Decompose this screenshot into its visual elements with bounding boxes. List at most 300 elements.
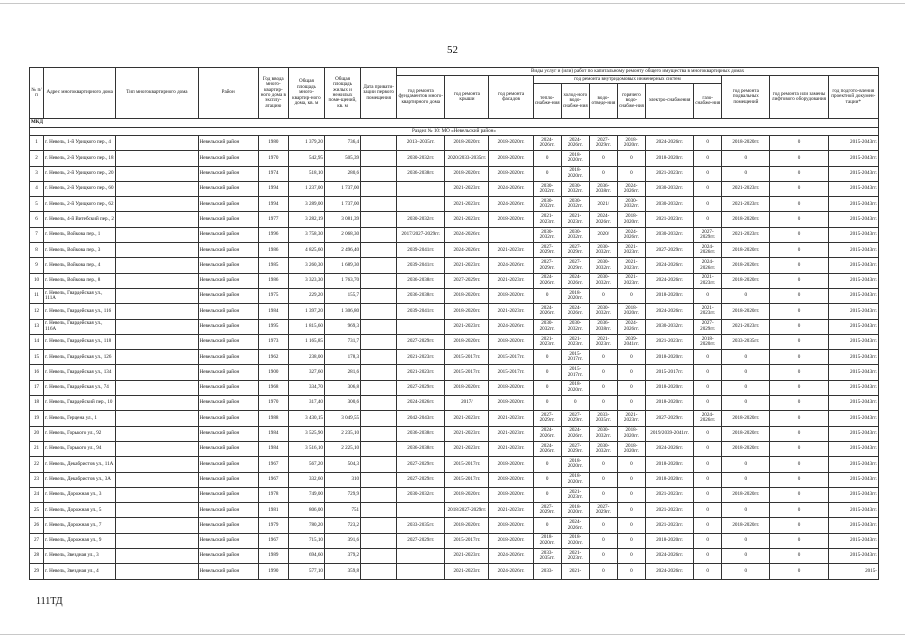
- row-area-total: 3 323,30: [288, 273, 324, 288]
- row-area-total: 749,00: [288, 487, 324, 502]
- row-area-living: 3 081,39: [324, 212, 360, 227]
- row-cold-water: 2024-2026гг.: [561, 136, 589, 151]
- row-area-living: 1 689,30: [324, 258, 360, 273]
- row-facade: 2024-2026гг.: [489, 258, 533, 273]
- row-heat: 0: [533, 365, 561, 380]
- section-row: [30, 128, 879, 136]
- row-district: Невельский район: [198, 396, 258, 411]
- header-electric: электро-снабжения: [646, 84, 694, 119]
- row-cold-water: 2018-2020гг.: [561, 288, 589, 303]
- row-elevator: 0: [770, 426, 828, 441]
- row-basement: 0: [722, 457, 770, 472]
- row-type: [116, 487, 198, 502]
- row-facade: 2018-2020гг.: [489, 136, 533, 151]
- row-elevator: 0: [770, 411, 828, 426]
- row-project: 2015-2043гг.: [828, 151, 878, 166]
- row-basement: 2018-2020гг.: [722, 273, 770, 288]
- row-gas: 2027-2029гг.: [694, 227, 722, 242]
- row-foundation: 2039-2041гг.: [397, 304, 445, 319]
- row-area-living: 729,9: [324, 487, 360, 502]
- row-hot-water: 2024-2026гг.: [617, 227, 645, 242]
- row-heat: 2024-2026гг.: [533, 304, 561, 319]
- row-area-total: 3 525,90: [288, 426, 324, 441]
- row-basement: 0: [722, 166, 770, 181]
- row-year: 1900: [258, 365, 288, 380]
- row-cold-water: 2030-2032гг.: [561, 181, 589, 196]
- header-foundation: год ремонта фундаментов много-квартирного дома: [397, 76, 445, 119]
- row-sewer: 0: [589, 487, 617, 502]
- row-year: 1995: [258, 319, 288, 334]
- row-area-living: 2 496,40: [324, 243, 360, 258]
- row-area-total: 3 758,30: [288, 227, 324, 242]
- page-number: 52: [447, 44, 458, 56]
- row-privatization: [361, 151, 397, 166]
- row-electric: 2019/2039-2041гг.: [646, 426, 694, 441]
- row-hot-water: 0: [617, 549, 645, 564]
- row-elevator: 0: [770, 166, 828, 181]
- row-address: г. Невель, Гвардейская ул., 118: [44, 334, 116, 349]
- row-type: [116, 441, 198, 456]
- row-privatization: [361, 288, 397, 303]
- row-elevator: 0: [770, 197, 828, 212]
- row-foundation: 2039-2041гг.: [397, 258, 445, 273]
- row-basement: 2033-2035гг.: [722, 334, 770, 349]
- row-type: [116, 472, 198, 487]
- row-address: г. Невель, 2-й Урицкого пер., 60: [44, 181, 116, 196]
- row-area-total: 1 165,85: [288, 334, 324, 349]
- table-row: [30, 212, 879, 227]
- row-facade: 2018-2020гг.: [489, 396, 533, 411]
- row-basement: 2018-2020гг.: [722, 426, 770, 441]
- row-project: 2015-2043гг.: [828, 380, 878, 395]
- row-project: 2015-: [828, 564, 878, 579]
- row-elevator: 0: [770, 212, 828, 227]
- header-district: Район: [198, 68, 258, 119]
- row-electric: 2024-2026гг.: [646, 258, 694, 273]
- row-privatization: [361, 319, 397, 334]
- row-elevator: 0: [770, 288, 828, 303]
- row-basement: 2018-2020гг.: [722, 212, 770, 227]
- mkd-label: МКД: [30, 119, 879, 128]
- row-basement: 0: [722, 380, 770, 395]
- row-address: г. Невель, Дорожная ул., 9: [44, 533, 116, 548]
- row-foundation: [397, 564, 445, 579]
- row-type: [116, 457, 198, 472]
- row-electric: 2018-2020гг.: [646, 396, 694, 411]
- row-year: 1974: [258, 166, 288, 181]
- row-facade: 2021-2023гг.: [489, 411, 533, 426]
- row-district: Невельский район: [198, 319, 258, 334]
- header-hot-water: горячего водо-снабже-ния: [617, 84, 645, 119]
- row-hot-water: 0: [617, 396, 645, 411]
- row-roof: 2024-2026гг.: [445, 243, 489, 258]
- row-area-living: 1 306,80: [324, 304, 360, 319]
- row-basement: 2018-2020гг.: [722, 258, 770, 273]
- row-number: 24: [30, 487, 44, 502]
- row-type: [116, 151, 198, 166]
- row-number: 26: [30, 518, 44, 533]
- row-facade: 2021-2023гг.: [489, 426, 533, 441]
- row-gas: 0: [694, 288, 722, 303]
- row-sewer: 2030-2032гг.: [589, 258, 617, 273]
- row-area-total: 229,20: [288, 288, 324, 303]
- row-facade: 2015-2017гг.: [489, 365, 533, 380]
- row-area-total: 334,70: [288, 380, 324, 395]
- row-privatization: [361, 181, 397, 196]
- row-number: 11: [30, 288, 44, 303]
- row-roof: 2027-2029гг.: [445, 273, 489, 288]
- row-year: 1973: [258, 334, 288, 349]
- row-project: 2015-2043гг.: [828, 441, 878, 456]
- row-year: 1984: [258, 426, 288, 441]
- row-elevator: 0: [770, 181, 828, 196]
- row-number: 18: [30, 396, 44, 411]
- row-year: 1986: [258, 243, 288, 258]
- table-row: [30, 441, 879, 456]
- row-project: 2015-2043гг.: [828, 212, 878, 227]
- row-privatization: [361, 549, 397, 564]
- row-type: [116, 243, 198, 258]
- table-row: [30, 181, 879, 196]
- row-number: 27: [30, 533, 44, 548]
- row-electric: 2027-2029гг.: [646, 243, 694, 258]
- header-area-total: Общая площадь много-квартир-ного дома, кв. м: [288, 68, 324, 119]
- row-year: 1962: [258, 350, 288, 365]
- row-facade: 2021-2023гг.: [489, 243, 533, 258]
- row-hot-water: 2021-2023гг.: [617, 273, 645, 288]
- row-heat: 2030-2032гг.: [533, 197, 561, 212]
- row-heat: 0: [533, 151, 561, 166]
- row-basement: 0: [722, 564, 770, 579]
- row-basement: 2018-2020гг.: [722, 441, 770, 456]
- row-sewer: 2036-2038гг.: [589, 319, 617, 334]
- row-foundation: 2021-2023гг.: [397, 350, 445, 365]
- row-roof: 2015-2017гг.: [445, 457, 489, 472]
- table-body: [30, 119, 879, 580]
- row-district: Невельский район: [198, 166, 258, 181]
- row-area-living: 3 049,55: [324, 411, 360, 426]
- row-type: [116, 549, 198, 564]
- row-elevator: 0: [770, 273, 828, 288]
- row-roof: 2015-2017гг.: [445, 533, 489, 548]
- row-project: 2015-2043гг.: [828, 334, 878, 349]
- row-facade: 2018-2020гг.: [489, 518, 533, 533]
- row-year: 1984: [258, 441, 288, 456]
- row-cold-water: 2018-2020гг.: [561, 533, 589, 548]
- row-number: 20: [30, 426, 44, 441]
- row-gas: 0: [694, 441, 722, 456]
- row-heat: 2021-2023гг.: [533, 334, 561, 349]
- row-number: 1: [30, 136, 44, 151]
- header-address: Адрес многоквартирного дома: [44, 68, 116, 119]
- row-area-total: 332,60: [288, 472, 324, 487]
- row-basement: 2021-2023гг.: [722, 227, 770, 242]
- row-area-living: 736,4: [324, 136, 360, 151]
- row-foundation: 2036-2038гг.: [397, 166, 445, 181]
- row-year: 1977: [258, 212, 288, 227]
- header-area-living: Общая площадь жилых и нежилых поме-щений, кв. м: [324, 68, 360, 119]
- row-heat: 2024-2026гг.: [533, 273, 561, 288]
- row-hot-water: 2021-2023гг.: [617, 243, 645, 258]
- row-area-total: 1 237,00: [288, 181, 324, 196]
- row-address: г. Невель, Герцена ул., 1: [44, 411, 116, 426]
- row-address: г. Невель, Гвардейская ул., 116: [44, 304, 116, 319]
- row-gas: 2021-2023гг.: [694, 273, 722, 288]
- row-elevator: 0: [770, 258, 828, 273]
- row-basement: 0: [722, 472, 770, 487]
- row-heat: 0: [533, 350, 561, 365]
- row-number: 14: [30, 334, 44, 349]
- row-type: [116, 533, 198, 548]
- row-privatization: [361, 227, 397, 242]
- table-row: [30, 533, 879, 548]
- row-gas: 0: [694, 181, 722, 196]
- row-roof: 2021-2023гг.: [445, 319, 489, 334]
- row-facade: 2018-2020гг.: [489, 472, 533, 487]
- row-type: [116, 365, 198, 380]
- row-roof: 2018-2020гг.: [445, 518, 489, 533]
- row-gas: 0: [694, 151, 722, 166]
- row-sewer: 2030-2032гг.: [589, 304, 617, 319]
- table-row: [30, 457, 879, 472]
- row-address: г. Невель, Звездная ул., 4: [44, 564, 116, 579]
- row-electric: 2030-2032гг.: [646, 181, 694, 196]
- row-facade: 2018-2020гг.: [489, 212, 533, 227]
- row-area-total: 1 397,20: [288, 304, 324, 319]
- row-basement: 2021-2023гг.: [722, 319, 770, 334]
- row-gas: 0: [694, 518, 722, 533]
- row-sewer: 0: [589, 564, 617, 579]
- row-area-living: 359,8: [324, 564, 360, 579]
- row-privatization: [361, 533, 397, 548]
- row-heat: 2027-2029гг.: [533, 503, 561, 518]
- row-hot-water: 0: [617, 380, 645, 395]
- row-facade: 2024-2026гг.: [489, 197, 533, 212]
- row-roof: 2024-2026гг.: [445, 227, 489, 242]
- row-roof: 2021-2023гг.: [445, 549, 489, 564]
- row-facade: 2018-2020гг.: [489, 151, 533, 166]
- row-heat: 2030-2032гг.: [533, 181, 561, 196]
- row-year: 1978: [258, 487, 288, 502]
- footer-handwritten-mark: 111ТД: [36, 596, 63, 607]
- row-basement: 0: [722, 350, 770, 365]
- row-number: 29: [30, 564, 44, 579]
- row-district: Невельский район: [198, 304, 258, 319]
- row-roof: 2018-2020гг.: [445, 166, 489, 181]
- row-roof: 2021-2023гг.: [445, 411, 489, 426]
- table-row: [30, 304, 879, 319]
- row-cold-water: 2018-2020гг.: [561, 380, 589, 395]
- row-electric: 2021-2023гг.: [646, 212, 694, 227]
- row-electric: 2018-2020гг.: [646, 533, 694, 548]
- row-gas: 0: [694, 426, 722, 441]
- row-number: 16: [30, 365, 44, 380]
- top-scan-edge: [0, 3, 905, 4]
- row-cold-water: 2021-2023гг.: [561, 334, 589, 349]
- row-facade: 2024-2026гг.: [489, 319, 533, 334]
- row-project: 2015-2043гг.: [828, 181, 878, 196]
- row-year: 1979: [258, 518, 288, 533]
- row-privatization: [361, 166, 397, 181]
- row-sewer: 0: [589, 166, 617, 181]
- row-gas: 2018-2020гг.: [694, 334, 722, 349]
- row-hot-water: 0: [617, 166, 645, 181]
- table-row: [30, 273, 879, 288]
- row-electric: 2030-2032гг.: [646, 227, 694, 242]
- row-cold-water: 2021-2023гг.: [561, 549, 589, 564]
- row-project: 2015-2043гг.: [828, 426, 878, 441]
- row-number: 15: [30, 350, 44, 365]
- row-heat: 0: [533, 288, 561, 303]
- row-sewer: 0: [589, 151, 617, 166]
- row-foundation: [397, 503, 445, 518]
- row-area-living: 391,6: [324, 533, 360, 548]
- row-foundation: [397, 549, 445, 564]
- row-sewer: 2021-2023гг.: [589, 334, 617, 349]
- row-foundation: [397, 319, 445, 334]
- row-project: 2015-2043гг.: [828, 487, 878, 502]
- header-roof: год ремонта крыши: [445, 76, 489, 119]
- row-gas: 2024-2026гг.: [694, 411, 722, 426]
- row-roof: 2015-2017гг.: [445, 350, 489, 365]
- row-district: Невельский район: [198, 426, 258, 441]
- row-foundation: 2033-2035гг.: [397, 518, 445, 533]
- row-project: 2015-2043гг.: [828, 136, 878, 151]
- row-hot-water: 2018-2020гг.: [617, 304, 645, 319]
- row-foundation: 2039-2041гг.: [397, 243, 445, 258]
- table-row: [30, 243, 879, 258]
- row-project: 2015-2043гг.: [828, 549, 878, 564]
- row-district: Невельский район: [198, 212, 258, 227]
- row-area-living: 280,6: [324, 166, 360, 181]
- row-address: г. Невель, Дорожная ул., 5: [44, 503, 116, 518]
- row-address: г. Невель, Гвардейская ул., 126: [44, 350, 116, 365]
- row-hot-water: 0: [617, 365, 645, 380]
- row-year: 1970: [258, 396, 288, 411]
- row-hot-water: 2030-2032гг.: [617, 197, 645, 212]
- row-cold-water: 2021-2023гг.: [561, 212, 589, 227]
- row-number: 9: [30, 258, 44, 273]
- row-gas: 0: [694, 212, 722, 227]
- row-elevator: 0: [770, 396, 828, 411]
- row-sewer: 0: [589, 457, 617, 472]
- row-electric: 2030-2032гг.: [646, 319, 694, 334]
- row-area-total: 577,10: [288, 564, 324, 579]
- row-address: г. Невель, Дорожная ул., 3: [44, 487, 116, 502]
- table-row: [30, 350, 879, 365]
- row-heat: 0: [533, 396, 561, 411]
- row-foundation: 2027-2029гг.: [397, 334, 445, 349]
- row-area-living: 310: [324, 472, 360, 487]
- row-heat: 2024-2026гг.: [533, 441, 561, 456]
- row-project: 2015-2043гг.: [828, 396, 878, 411]
- row-gas: 0: [694, 472, 722, 487]
- row-district: Невельский район: [198, 288, 258, 303]
- row-type: [116, 564, 198, 579]
- row-gas: 0: [694, 533, 722, 548]
- row-project: 2015-2043гг.: [828, 503, 878, 518]
- row-type: [116, 136, 198, 151]
- row-district: Невельский район: [198, 151, 258, 166]
- row-hot-water: 2024-2026гг.: [617, 319, 645, 334]
- row-heat: 2027-2029гг.: [533, 258, 561, 273]
- row-elevator: 0: [770, 334, 828, 349]
- row-area-total: 518,10: [288, 166, 324, 181]
- mkd-row: [30, 119, 879, 128]
- row-type: [116, 181, 198, 196]
- row-address: г. Невель, 2-й Урицкого пер., 62: [44, 197, 116, 212]
- row-basement: 2018-2020гг.: [722, 411, 770, 426]
- row-roof: 2018-2020гг.: [445, 334, 489, 349]
- row-gas: 2027-2029гг.: [694, 319, 722, 334]
- row-electric: 2024-2026гг.: [646, 441, 694, 456]
- row-area-living: 306,8: [324, 380, 360, 395]
- row-sewer: 2020/: [589, 227, 617, 242]
- row-address: г. Невель, Горького ул., 92: [44, 426, 116, 441]
- row-facade: 2024-2026гг.: [489, 181, 533, 196]
- row-project: 2015-2043гг.: [828, 365, 878, 380]
- row-roof: 2018-2020гг.: [445, 304, 489, 319]
- row-cold-water: 2015-2017гг.: [561, 350, 589, 365]
- row-sewer: 0: [589, 533, 617, 548]
- row-hot-water: 2018-2020гг.: [617, 212, 645, 227]
- row-elevator: 0: [770, 533, 828, 548]
- row-electric: 2030-2032гг.: [646, 197, 694, 212]
- row-basement: 2018-2020гг.: [722, 243, 770, 258]
- row-elevator: 0: [770, 319, 828, 334]
- row-cold-water: 0: [561, 396, 589, 411]
- row-area-total: 780,20: [288, 518, 324, 533]
- row-hot-water: 0: [617, 457, 645, 472]
- row-project: 2015-2043гг.: [828, 273, 878, 288]
- row-facade: 2018-2020гг.: [489, 457, 533, 472]
- row-area-living: 504,3: [324, 457, 360, 472]
- row-area-total: 3 516,10: [288, 441, 324, 456]
- row-roof: 2017/: [445, 396, 489, 411]
- row-roof: 2018-2020гг.: [445, 288, 489, 303]
- row-address: г. Невель, Войкова пер., 1: [44, 227, 116, 242]
- row-area-total: 567,20: [288, 457, 324, 472]
- row-electric: 2024-2026гг.: [646, 273, 694, 288]
- row-heat: 0: [533, 487, 561, 502]
- row-area-total: 806,00: [288, 503, 324, 518]
- row-roof: 2021-2023гг.: [445, 258, 489, 273]
- row-electric: 2027-2029гг.: [646, 411, 694, 426]
- table-row: [30, 334, 879, 349]
- header-works-group: Виды услуг и (или) работ по капитальному ремонту общего имущества в многоквартирных домах: [397, 68, 879, 76]
- row-area-total: 542,95: [288, 151, 324, 166]
- bottom-scan-edge: [0, 634, 905, 635]
- row-district: Невельский район: [198, 533, 258, 548]
- row-roof: 2018-2020гг.: [445, 136, 489, 151]
- row-area-living: 969,3: [324, 319, 360, 334]
- row-gas: 0: [694, 457, 722, 472]
- row-heat: 0: [533, 472, 561, 487]
- row-type: [116, 288, 198, 303]
- row-area-total: 3 289,00: [288, 197, 324, 212]
- row-type: [116, 380, 198, 395]
- row-year: 1985: [258, 258, 288, 273]
- row-sewer: 2036-2038гг.: [589, 181, 617, 196]
- row-year: 1990: [258, 564, 288, 579]
- row-address: г. Невель, Гвардейская ул., 134: [44, 365, 116, 380]
- row-privatization: [361, 426, 397, 441]
- row-address: г. Невель, Гвардейская ул., 116А: [44, 319, 116, 334]
- row-project: 2015-2043гг.: [828, 457, 878, 472]
- row-number: 19: [30, 411, 44, 426]
- row-sewer: 2030-2032гг.: [589, 243, 617, 258]
- row-cold-water: 2024-2026гг.: [561, 426, 589, 441]
